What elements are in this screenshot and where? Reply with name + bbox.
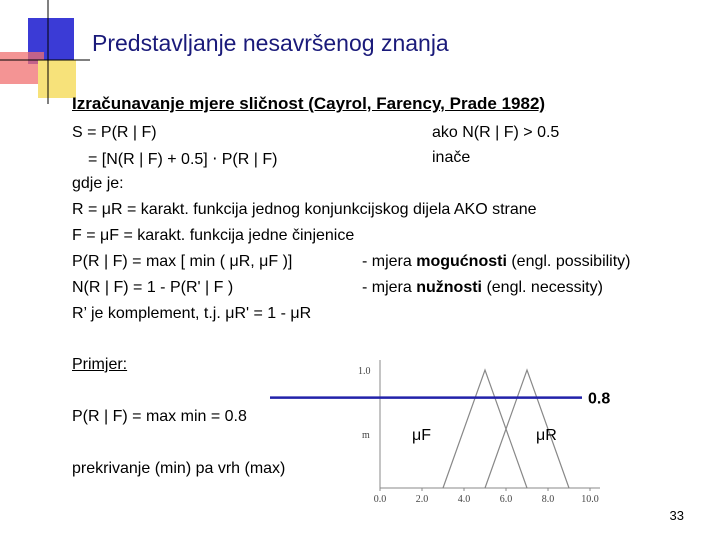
- definition-r: R = μR = karakt. funkcija jednog konjunkcijskog dijela AKO strane: [72, 201, 537, 218]
- x-tick-label: 6.0: [499, 494, 513, 505]
- definition-necessity: N(R | F) = 1 - P(R' | F ): [72, 279, 234, 296]
- deco-yellow-square: [38, 60, 76, 98]
- subheading: Izračunavanje mjere sličnost (Cayrol, Farency, Prade 1982): [72, 94, 546, 113]
- slide-title: Predstavljanje nesavršenog znanja: [92, 30, 449, 56]
- where-label: gdje je:: [72, 175, 124, 192]
- membership-chart: [260, 350, 640, 510]
- series-label-muf: μF: [412, 427, 431, 444]
- y-tick-top: 1.0: [358, 366, 371, 377]
- formula-s-alt: = [N(R | F) + 0.5] ⋅ P(R | F): [88, 151, 278, 168]
- definition-possibility: P(R | F) = max [ min ( μR, μF )]: [72, 253, 293, 270]
- x-tick-label: 8.0: [541, 494, 555, 505]
- possibility-description: - mjera mogućnosti (engl. possibility): [362, 253, 631, 270]
- y-axis-label: m: [362, 430, 370, 441]
- example-result: P(R | F) = max min = 0.8: [72, 408, 247, 425]
- peak-label: 0.8: [588, 390, 611, 408]
- necessity-description: - mjera nužnosti (engl. necessity): [362, 279, 603, 296]
- deco-red-square: [0, 52, 44, 84]
- series-label-mur: μR: [536, 427, 557, 444]
- formula-s-left: S = P(R | F): [72, 124, 157, 141]
- definition-f: F = μF = karakt. funkcija jedne činjenice: [72, 227, 355, 244]
- x-tick-label: 2.0: [415, 494, 429, 505]
- possibility-term: mogućnosti: [416, 253, 507, 270]
- example-note: prekrivanje (min) pa vrh (max): [72, 460, 286, 477]
- page-number: 33: [669, 508, 684, 523]
- necessity-term: nužnosti: [416, 279, 482, 296]
- example-heading: Primjer:: [72, 356, 128, 373]
- x-tick-label: 0.0: [373, 494, 387, 505]
- formula-s-otherwise: inače: [432, 149, 471, 166]
- series-muf-line: [443, 370, 527, 488]
- x-tick-label: 10.0: [581, 494, 599, 505]
- x-tick-label: 4.0: [457, 494, 471, 505]
- definition-complement: R’ je komplement, t.j. μR' = 1 - μR: [72, 305, 312, 322]
- formula-s-condition: ako N(R | F) > 0.5: [432, 124, 560, 141]
